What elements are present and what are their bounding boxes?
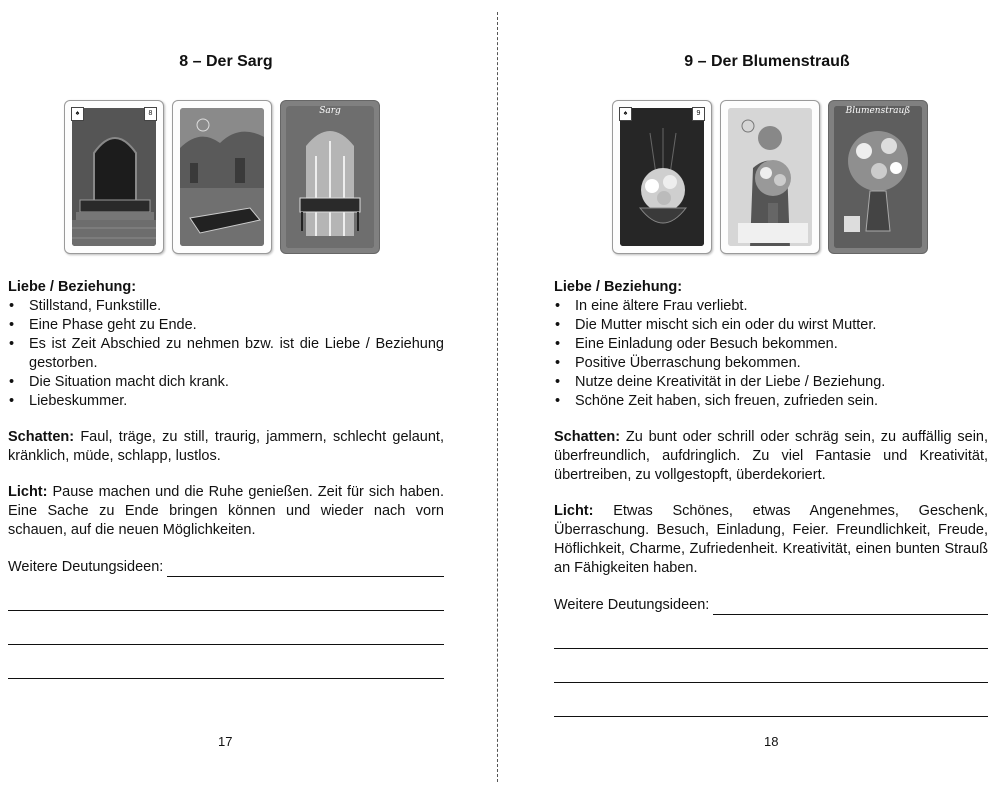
shadow-paragraph [554,428,988,485]
writing-line [167,562,444,577]
card-description [554,278,988,717]
card-image-coffin-1 [64,100,164,254]
list-item: • Die Mutter mischt sich ein oder du wirst Mutter. [554,316,988,335]
card-title: Blumenstrauß [845,106,911,116]
card-number: 9 [692,107,705,121]
page-right [500,0,992,793]
card-images [64,100,380,254]
list-item: • Liebeskummer. [8,392,444,411]
writing-line [554,647,988,649]
shadow-text: Faul, träge, zu still, traurig, jammern, schlecht gelaunt, kränklich, müde, schlapp, lustlos. [8,429,444,464]
light-paragraph [8,483,444,540]
light-text: Pause machen und die Ruhe genießen. Zeit für sich haben. Eine Sache zu Ende bringen können und wieder nach vorn schauen, auf die neuen Möglichkeiten. [8,484,445,538]
list-item: • Die Situation macht dich krank. [8,373,444,392]
card-title: Sarg [319,106,341,116]
more-ideas-label: Weitere Deutungsideen: [8,559,164,575]
writing-line [8,643,444,645]
love-heading: Liebe / Beziehung: [554,279,683,295]
card-suit-icon: ♠ [71,107,84,121]
card-description [8,278,444,679]
list-item: • Stillstand, Funkstille. [8,297,444,316]
light-paragraph [554,502,988,578]
flower-vase-illustration [834,106,922,248]
shadow-paragraph [8,428,444,466]
card-image-bouquet-3 [828,100,928,254]
light-label: Licht: [554,503,594,519]
card-suit-icon: ♠ [619,107,632,121]
page-divider [497,12,498,782]
more-ideas-row [554,596,988,615]
graveyard-illustration [180,108,264,246]
page-title: 9 – Der Blumenstrauß [684,53,850,70]
love-heading: Liebe / Beziehung: [8,279,137,295]
page-title: 8 – Der Sarg [179,53,273,70]
card-images [612,100,928,254]
page-number: 18 [764,734,779,749]
card-image-bouquet-1 [612,100,712,254]
writing-line [713,600,988,615]
card-image-coffin-2 [172,100,272,254]
list-item: • Eine Einladung oder Besuch bekommen. [554,335,988,354]
card-image-coffin-3 [280,100,380,254]
writing-line [554,681,988,683]
light-text: Etwas Schönes, etwas Angenehmes, Geschenk, Überraschung. Besuch, Einladung, Feier. Freundlichkeit, Freude, Höflichkeit, Charme, Zufriedenheit. Kreativität, einen bunten Strauß an Fähigkeiten haben. [554,503,988,576]
list-item: • In eine ältere Frau verliebt. [554,297,988,316]
church-coffin-illustration [286,106,374,248]
list-item: • Nutze deine Kreativität in der Liebe / Beziehung. [554,373,988,392]
shadow-label: Schatten: [8,429,75,445]
page-number: 17 [218,734,233,749]
writing-line [8,609,444,611]
shadow-text: Zu bunt oder schrill oder schräg sein, zu auffällig sein, überfreundlich, aufdringlich. Zu viel Fantasie und Kreativität, übertreiben, zu vollgestopft, überdekoriert. [554,429,989,483]
love-list [8,297,444,411]
more-ideas-label: Weitere Deutungsideen: [554,597,710,613]
bouquet-illustration [620,108,704,246]
shadow-label: Schatten: [554,429,621,445]
list-item: • Eine Phase geht zu Ende. [8,316,444,335]
coffin-door-illustration [72,108,156,246]
writing-line [8,677,444,679]
list-item: • Schöne Zeit haben, sich freuen, zufrieden sein. [554,392,988,411]
more-ideas-row [8,558,444,577]
card-number: 8 [144,107,157,121]
love-list [554,297,988,411]
list-item: • Positive Überraschung bekommen. [554,354,988,373]
card-image-bouquet-2 [720,100,820,254]
woman-with-flowers-illustration [728,108,812,246]
light-label: Licht: [8,484,48,500]
list-item: • Es ist Zeit Abschied zu nehmen bzw. ist die Liebe / Beziehung gestorben. [8,335,444,373]
writing-line [554,715,988,717]
